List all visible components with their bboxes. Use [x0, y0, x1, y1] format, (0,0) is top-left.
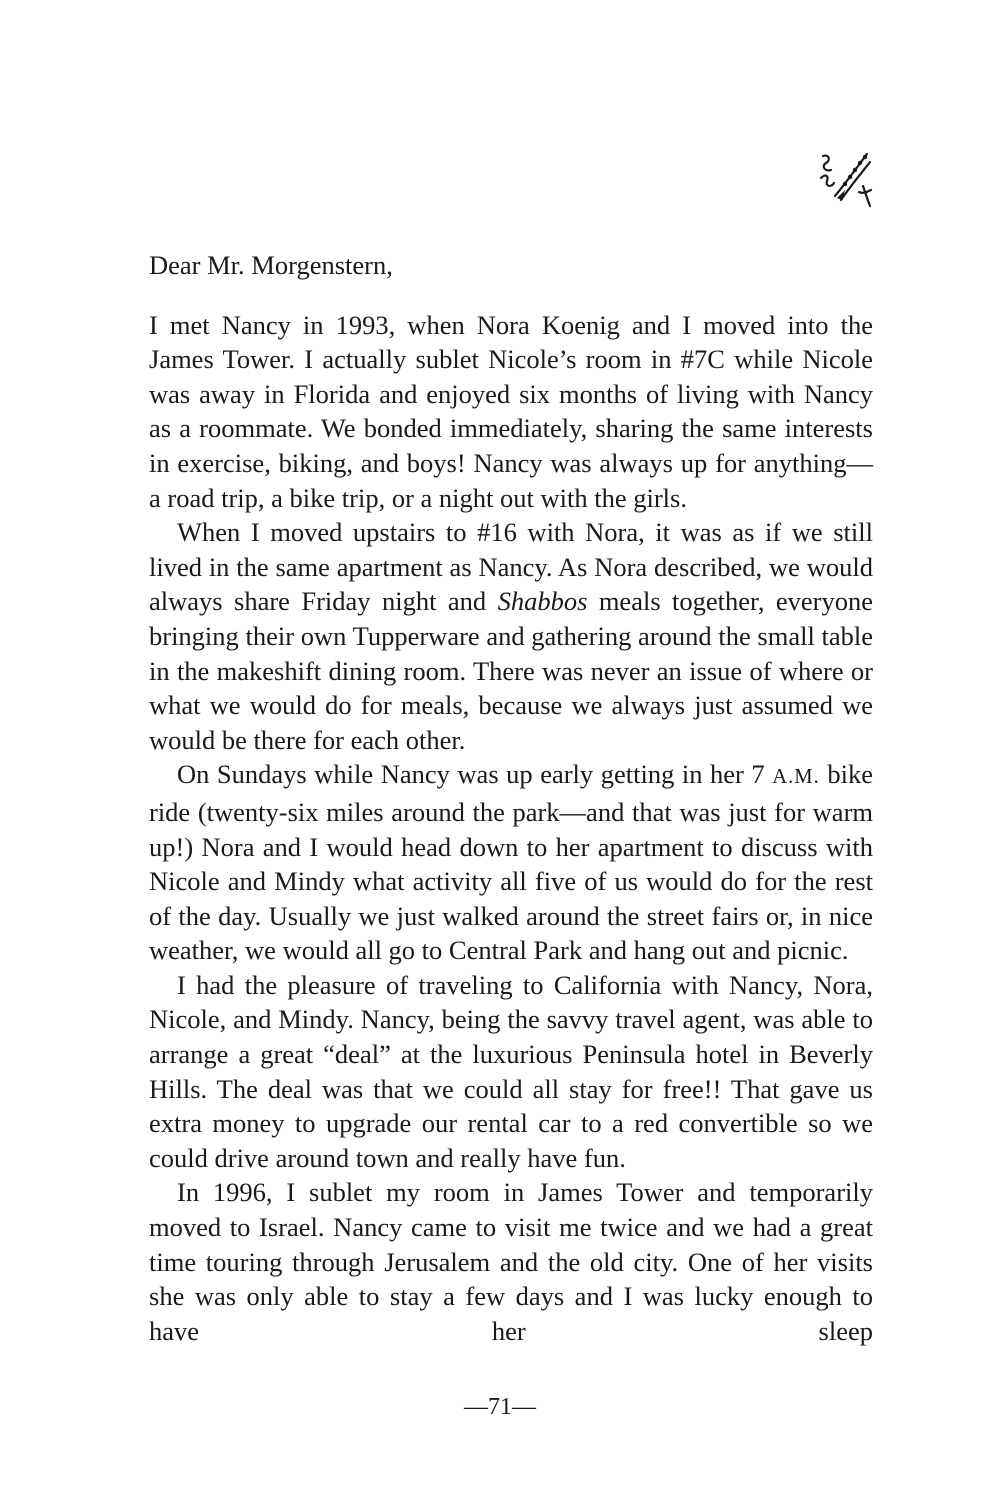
paragraph-1: I met Nancy in 1993, when Nora Koenig and I moved into the James Tower. I actually sublet Nicole’s room in #7C while Nicole was away in Florida and enjoyed six months of living with Nancy as a roommate. We bonded immediately, sharing the same interests in exercise, biking, and boys! Nancy was always up for anything— a road trip, a bike trip, or a night out with the girls. — [149, 309, 873, 513]
letter-body — [149, 248, 873, 1348]
paragraph-2 — [149, 515, 873, 757]
paragraph-2-text-b: meals together, everyone bringing their own Tupperware and gathering around the small table in the makeshift dining room. There was never an issue of where or what we would do for meals, because we always just assumed we would be there for each other. — [149, 586, 873, 755]
paragraph-3 — [149, 757, 873, 968]
paragraph-3-small-caps: A.M. — [772, 766, 820, 789]
paragraph-5: In 1996, I sublet my room in James Tower and temporarily moved to Israel. Nancy came to visit me twice and we had a great time touring through Jerusalem and the old city. One of her visits she was only able to stay a few days and I was lucky enough to have her sleep — [149, 1177, 873, 1346]
paragraph-2-text-a: When I moved upstairs to #16 with Nora, it was as if we still lived in the same apartment as Nancy. As Nora described, we would always share Friday night and — [149, 517, 873, 617]
paragraph-2-italic: Shabbos — [497, 586, 588, 617]
page-number: —71— — [464, 1394, 536, 1420]
paragraph-3-text-a: On Sundays while Nancy was up early getting in her 7 — [177, 759, 773, 790]
paragraph-3-text-b: bike ride (twenty-six miles around the park—and that was just for warm up!) Nora and I would head down to her apartment to discuss with Nicole and Mindy what activity all five of us would do for the rest of the day. Usually we just walked around the street fairs or, in nice weather, we would all go to Central Park and hang out and picnic. — [149, 759, 873, 966]
paragraph-4: I had the pleasure of traveling to California with Nancy, Nora, Nicole, and Mindy. Nancy, being the savvy travel agent, was able to arrange a great “deal” at the luxurious Peninsula hotel in Beverly Hills. The deal was that we could all stay for free!! That gave us extra money to upgrade our rental car to a red convertible so we could drive around town and really have fun. — [149, 969, 873, 1173]
floral-ornament-icon — [815, 148, 875, 212]
salutation: Dear Mr. Morgenstern, — [149, 250, 393, 280]
